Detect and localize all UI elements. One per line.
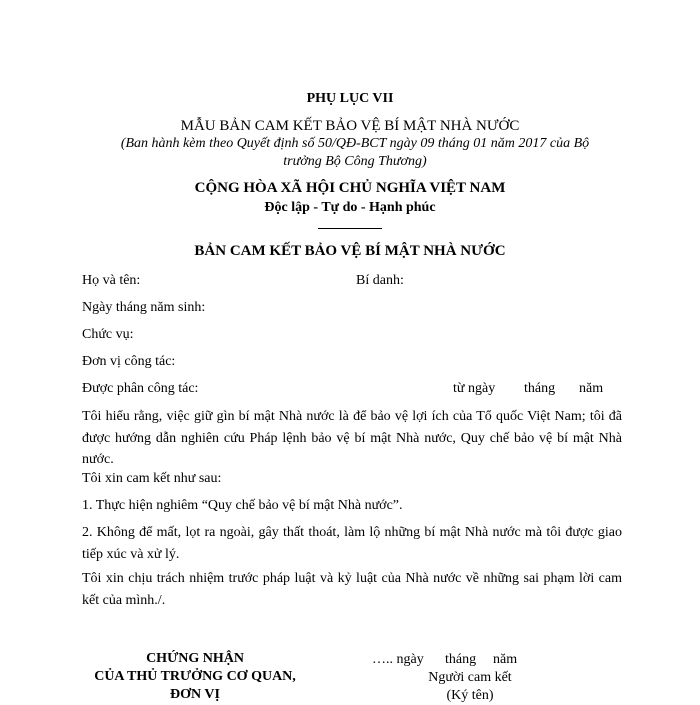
sign-date-month: tháng <box>445 652 477 667</box>
signer-title: Người cam kết <box>428 670 512 685</box>
certification-line-1: CHỨNG NHẬN <box>146 651 244 666</box>
national-name: CỘNG HÒA XÃ HỘI CHỦ NGHĨA VIỆT NAM <box>194 180 506 196</box>
issued-note: (Ban hành kèm theo Quyết định số 50/QĐ-BCT ngày 09 tháng 01 năm 2017 của Bộ trưởng Bộ Công Thương) <box>120 136 590 170</box>
understanding-paragraph: Tôi hiểu rằng, việc giữ gìn bí mật Nhà nước là để bảo vệ lợi ích của Tổ quốc Việt Nam; tôi đã được hướng dẫn nghiên cứu Pháp lệnh bảo vệ bí mật Nhà nước, Quy chế bảo vệ bí mật Nhà nước. <box>82 409 622 468</box>
national-motto: Độc lập - Tự do - Hạnh phúc <box>264 200 436 215</box>
responsibility-paragraph: Tôi xin chịu trách nhiệm trước pháp luật và kỷ luật của Nhà nước về những sai phạm lời cam kết của mình./. <box>82 571 622 608</box>
commit-item-1: 1. Thực hiện nghiêm “Quy chế bảo vệ bí mật Nhà nước”. <box>82 498 403 513</box>
appendix-heading: PHỤ LỤC VII <box>306 91 394 106</box>
dob-label: Ngày tháng năm sinh: <box>82 300 206 315</box>
year-label: năm <box>579 381 604 396</box>
commit-intro: Tôi xin cam kết như sau: <box>82 471 222 486</box>
certification-line-2: CỦA THỦ TRƯỞNG CƠ QUAN, <box>94 669 296 685</box>
form-title: MẪU BẢN CAM KẾT BẢO VỆ BÍ MẬT NHÀ NƯỚC <box>180 118 520 134</box>
motto-divider <box>318 228 382 229</box>
document-title: BẢN CAM KẾT BẢO VỆ BÍ MẬT NHÀ NƯỚC <box>194 243 506 259</box>
commit-item-2: 2. Không để mất, lọt ra ngoài, gây thất thoát, làm lộ những bí mật Nhà nước mà tôi được giao tiếp xúc và xử lý. <box>82 525 622 562</box>
certification-block <box>75 650 315 705</box>
assigned-label: Được phân công tác: <box>82 381 199 396</box>
month-label: tháng <box>524 381 556 396</box>
alias-label: Bí danh: <box>356 273 404 288</box>
from-day-label: từ ngày <box>453 381 496 396</box>
sign-note: (Ký tên) <box>446 688 494 704</box>
sign-date-year: năm <box>493 652 518 667</box>
sign-date-prefix: ….. ngày <box>372 652 424 667</box>
certification-line-3: ĐƠN VỊ <box>170 687 220 703</box>
position-label: Chức vụ: <box>82 327 134 342</box>
unit-label: Đơn vị công tác: <box>82 354 176 369</box>
name-label: Họ và tên: <box>82 273 141 288</box>
